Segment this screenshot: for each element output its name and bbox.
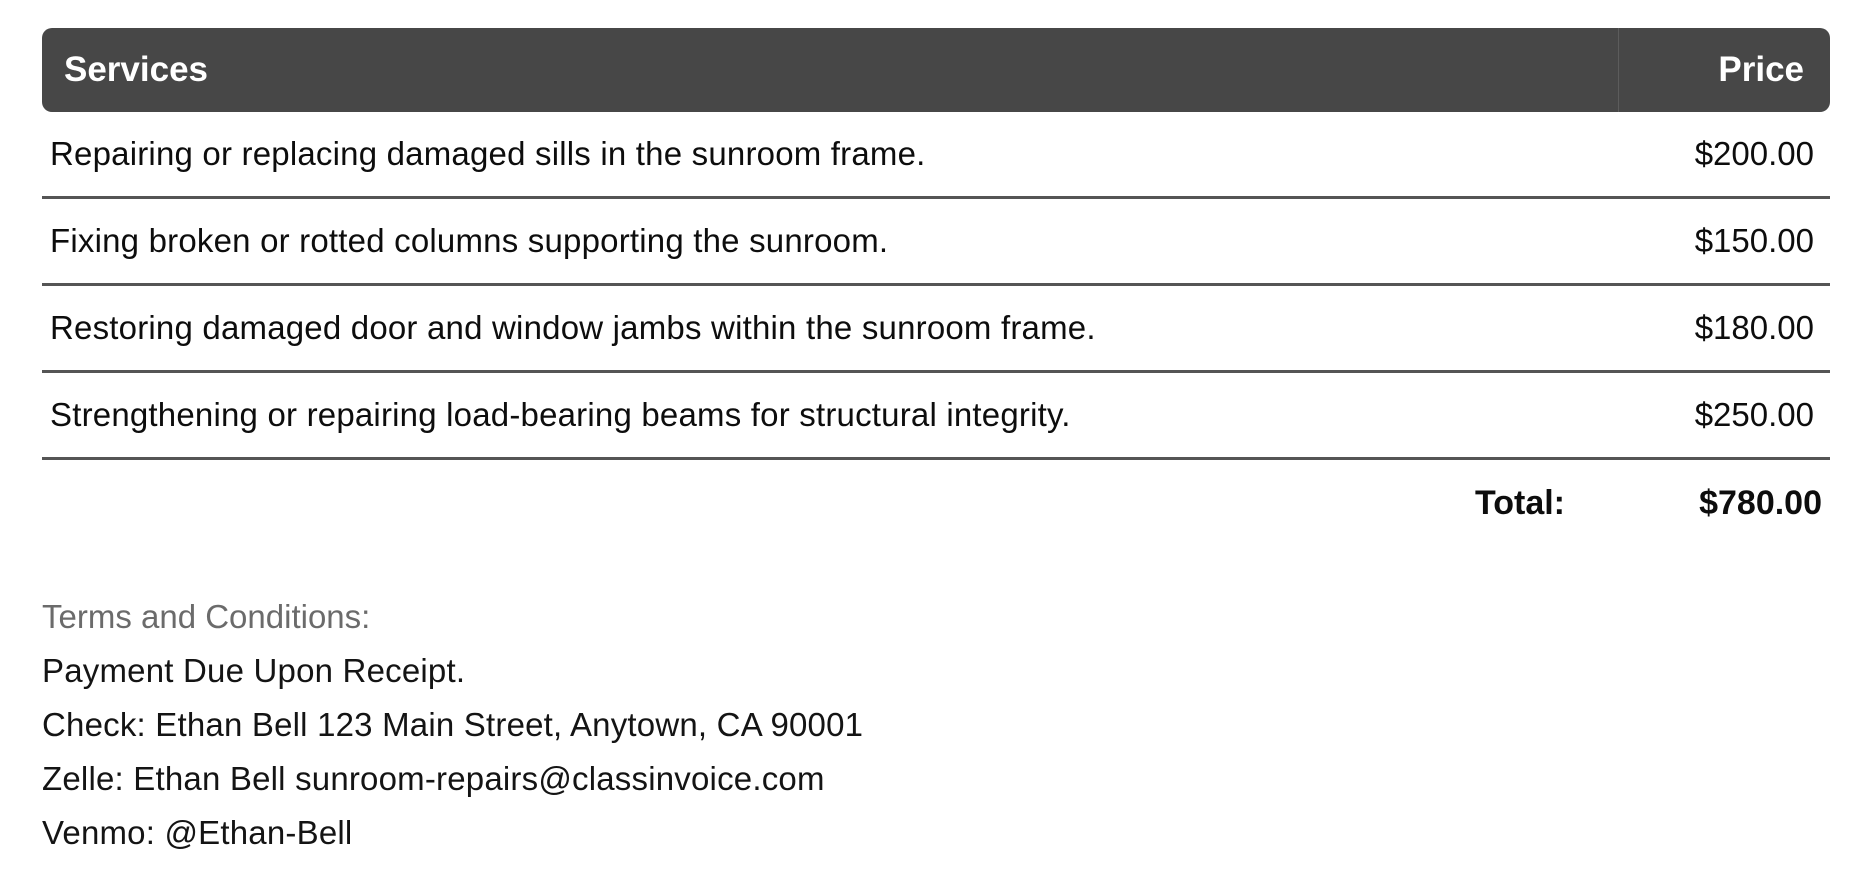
table-row [42, 112, 1830, 199]
table-row [42, 373, 1830, 460]
terms-line-zelle: Zelle: Ethan Bell sunroom-repairs@classinvoice.com [42, 760, 825, 797]
services-column-header: Services [64, 50, 209, 89]
service-description: Repairing or replacing damaged sills in the sunroom frame. [50, 135, 926, 172]
terms-line-check: Check: Ethan Bell 123 Main Street, Anytown, CA 90001 [42, 706, 864, 743]
service-description: Fixing broken or rotted columns supporting the sunroom. [50, 222, 889, 259]
services-table [42, 28, 1830, 546]
service-description: Strengthening or repairing load-bearing beams for structural integrity. [50, 396, 1071, 433]
price-column-header: Price [1618, 28, 1830, 112]
service-price: $150.00 [1694, 222, 1814, 259]
terms-line-venmo: Venmo: @Ethan-Bell [42, 814, 353, 851]
service-price: $180.00 [1694, 309, 1814, 346]
total-label: Total: [1474, 483, 1565, 522]
terms-heading: Terms and Conditions: [42, 598, 371, 635]
total-row [42, 460, 1830, 546]
service-price: $250.00 [1694, 396, 1814, 433]
service-price: $200.00 [1694, 135, 1814, 172]
table-row [42, 199, 1830, 286]
services-table-header [42, 28, 1830, 112]
service-description: Restoring damaged door and window jambs within the sunroom frame. [50, 309, 1096, 346]
total-value: $780.00 [1699, 483, 1822, 522]
terms-section [42, 589, 1830, 860]
terms-line-payment: Payment Due Upon Receipt. [42, 652, 466, 689]
table-row [42, 286, 1830, 373]
